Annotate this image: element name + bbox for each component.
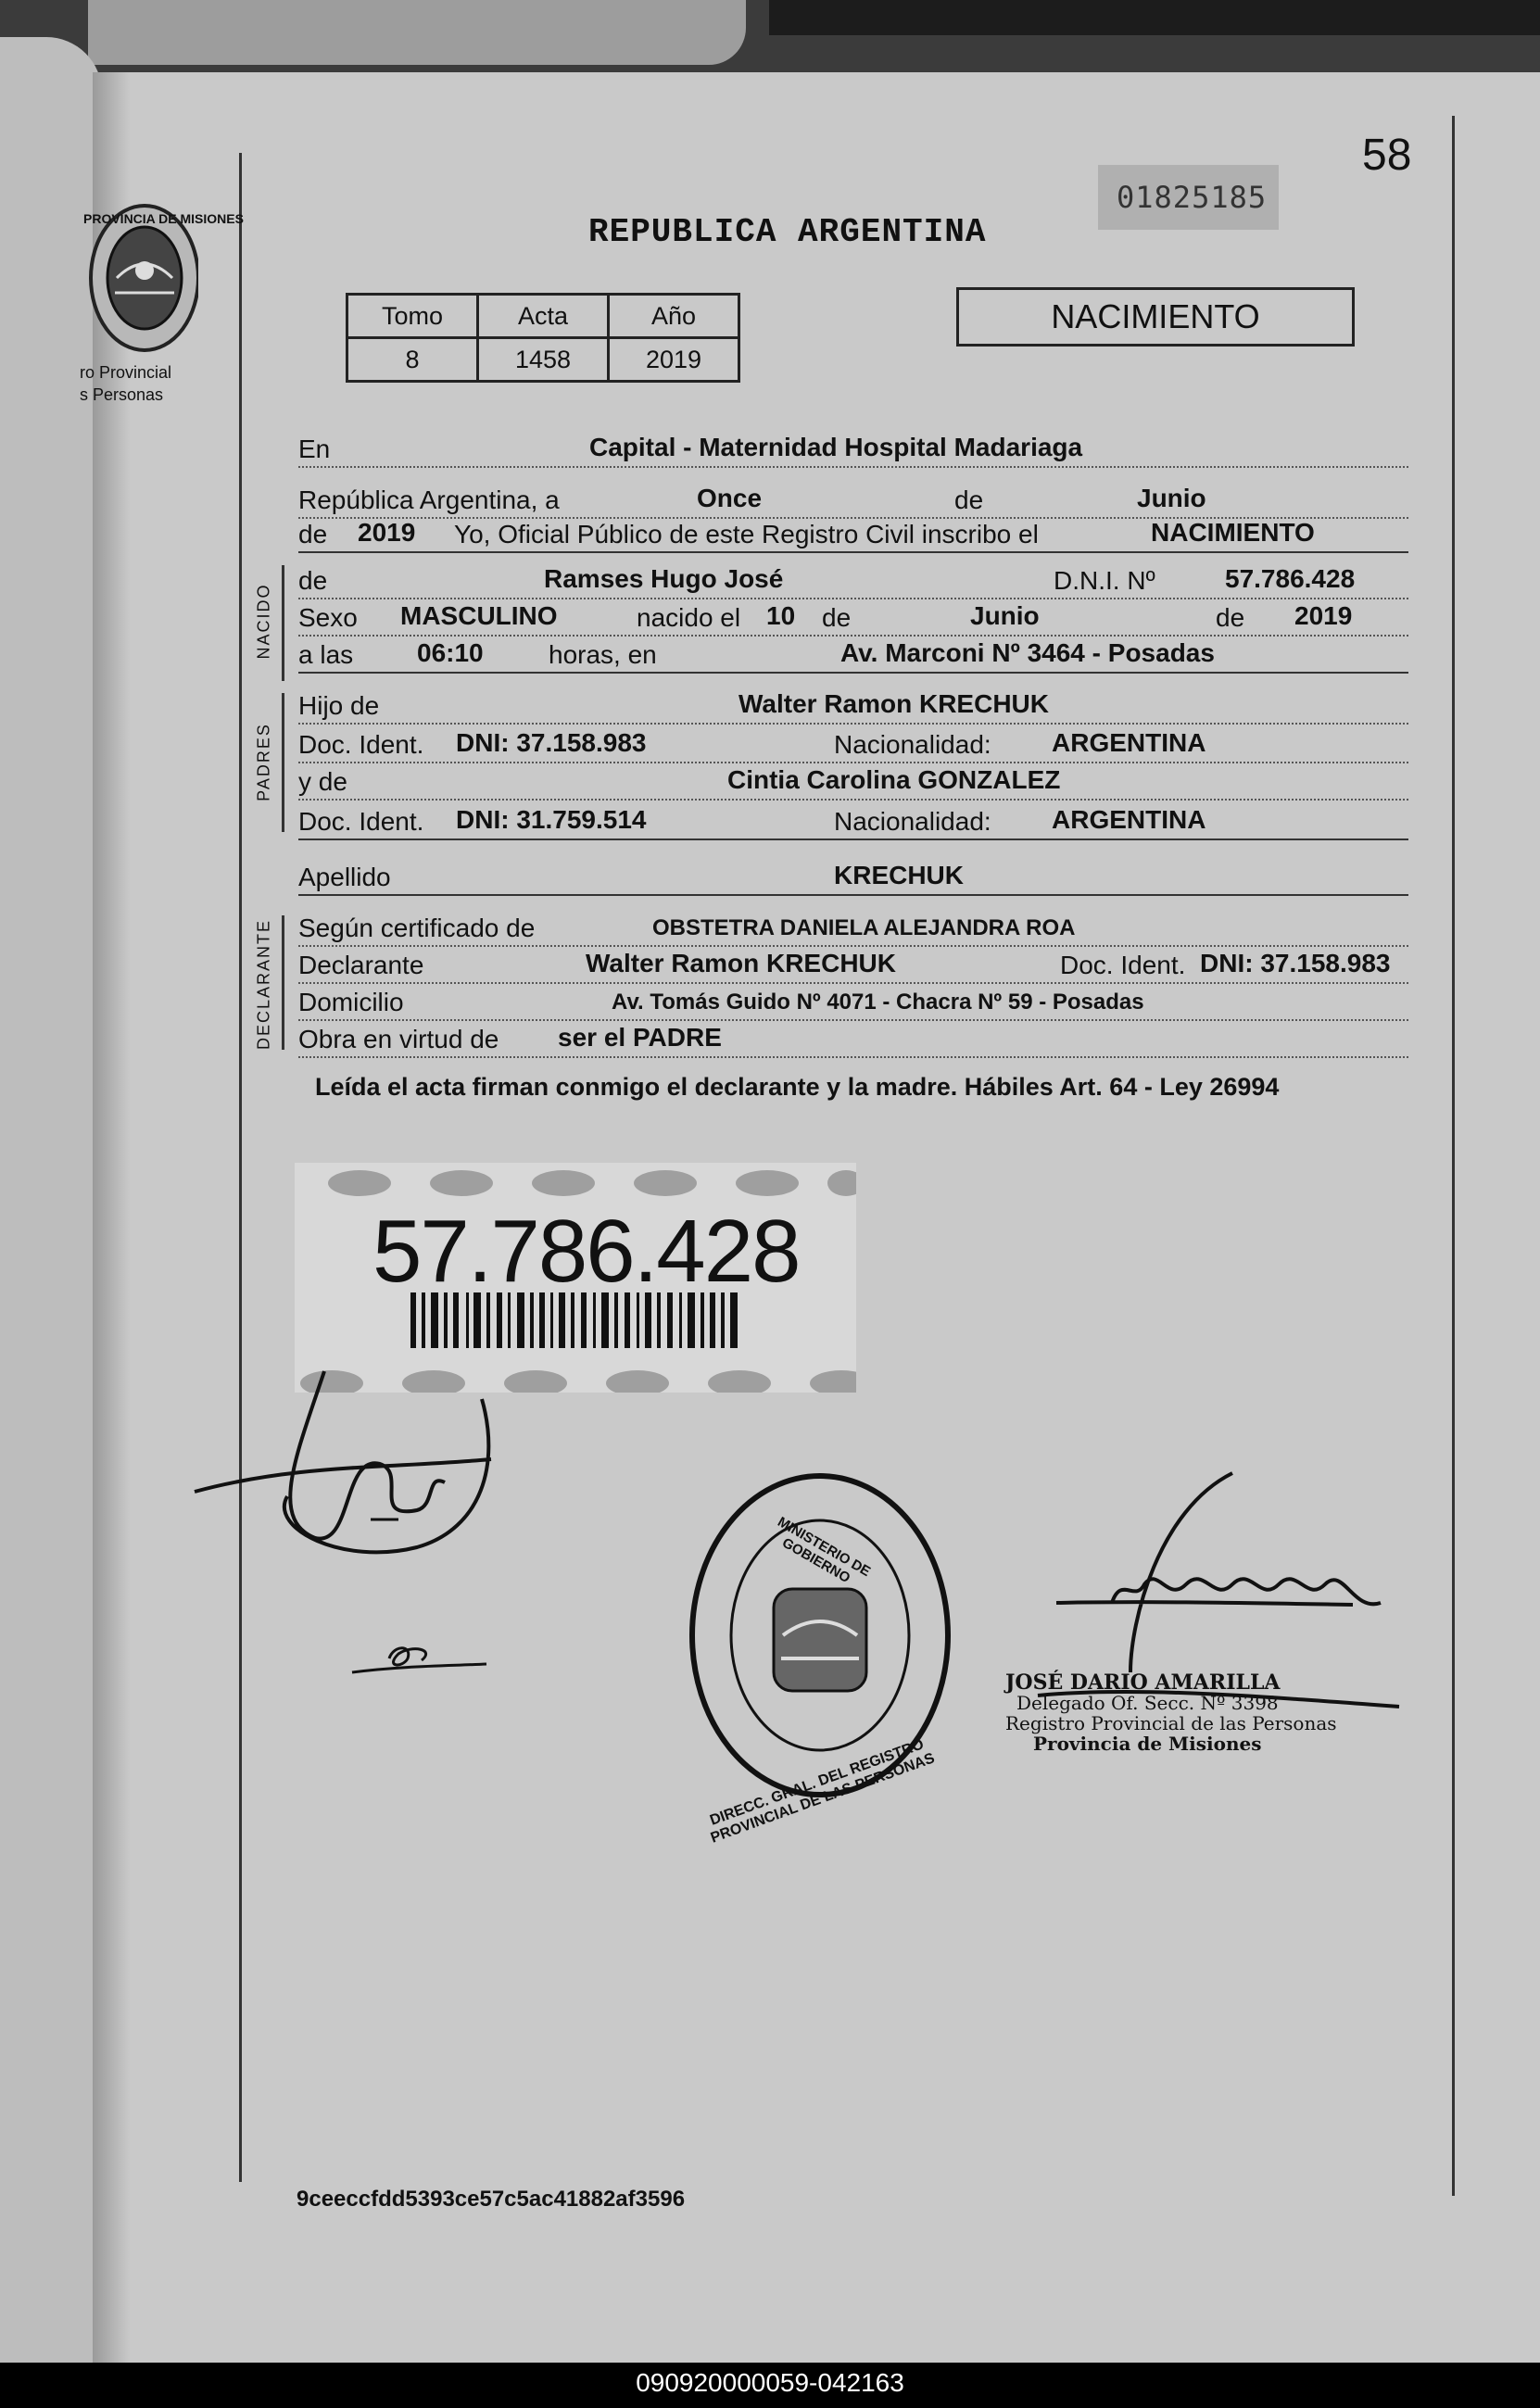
document-hash: 9ceeccfdd5393ce57c5ac41882af3596 xyxy=(297,2187,686,2212)
label-domicilio: Domicilio xyxy=(298,988,404,1016)
officer-name: JOSÉ DARIO AMARILLA xyxy=(1005,1670,1281,1695)
label-certificado: Según certificado de xyxy=(298,914,536,942)
label-hijo-de: Hijo de xyxy=(298,691,380,720)
registry-value-acta: 1458 xyxy=(478,338,609,382)
row-officer xyxy=(298,514,1408,553)
value-birth-year: 2019 xyxy=(1294,601,1353,630)
registry-header-row xyxy=(347,295,739,338)
round-stamp-outer-text: DIRECC. GRAL. DEL REGISTRO PROVINCIAL DE LAS PERSONAS xyxy=(708,1736,937,1847)
binder-top-light xyxy=(88,0,746,65)
registry-header-tomo: Tomo xyxy=(347,295,478,338)
row-mother-doc xyxy=(298,801,1408,840)
mother-signature-icon xyxy=(347,1631,496,1686)
closing-text: Leída el acta firman conmigo el declarante y la madre. Hábiles Art. 64 - Ley 26994 xyxy=(315,1073,1280,1101)
page-number: 58 xyxy=(1362,131,1412,180)
registry-value-tomo: 8 xyxy=(347,338,478,382)
section-label-padres: PADRES xyxy=(254,723,273,801)
row-declarant xyxy=(298,945,1408,984)
row-sex-birth xyxy=(298,598,1408,637)
officer-text: Yo, Oficial Público de este Registro Civil inscribo el xyxy=(454,520,1039,548)
value-month: Junio xyxy=(1137,484,1206,512)
officer-role: Delegado Of. Secc. Nº 3398 xyxy=(1016,1692,1279,1714)
label-apellido: Apellido xyxy=(298,863,391,891)
value-sexo: MASCULINO xyxy=(400,601,558,630)
label-sexo: Sexo xyxy=(298,603,358,632)
label-de-child: de xyxy=(298,566,328,595)
value-father-nat: ARGENTINA xyxy=(1052,728,1206,757)
document-title: REPUBLICA ARGENTINA xyxy=(588,213,987,251)
label-nac-mother: Nacionalidad: xyxy=(834,807,991,836)
seal-caption xyxy=(80,361,171,406)
value-father-doc: DNI: 37.158.983 xyxy=(456,728,647,757)
value-mother: Cintia Carolina GONZALEZ xyxy=(727,765,1061,794)
label-horas: horas, en xyxy=(549,640,657,669)
label-nacido-el: nacido el xyxy=(637,603,741,632)
right-margin-line xyxy=(1452,116,1455,2196)
declarant-signature-icon xyxy=(185,1306,537,1575)
value-place: Capital - Maternidad Hospital Madariaga xyxy=(589,433,1083,461)
row-address xyxy=(298,982,1408,1021)
label-de-3: de xyxy=(1216,603,1245,632)
label-republica: República Argentina, a xyxy=(298,485,560,514)
label-en: En xyxy=(298,435,331,463)
registry-header-ano: Año xyxy=(609,295,739,338)
left-margin-line xyxy=(239,153,242,2182)
value-act: NACIMIENTO xyxy=(1151,518,1315,547)
value-time: 06:10 xyxy=(417,638,484,667)
provincial-seal-icon xyxy=(80,204,198,361)
value-birth-month: Junio xyxy=(970,601,1040,630)
value-day: Once xyxy=(697,484,763,512)
officer-stamp xyxy=(1005,1672,1337,1754)
row-apellido xyxy=(298,857,1408,896)
value-obra: ser el PADRE xyxy=(558,1023,722,1052)
row-father-doc xyxy=(298,725,1408,763)
section-bar-nacido xyxy=(282,565,284,681)
registry-header-acta: Acta xyxy=(478,295,609,338)
row-certificate xyxy=(298,908,1408,947)
value-apellido: KRECHUK xyxy=(834,861,964,889)
row-obra xyxy=(298,1019,1408,1058)
row-father xyxy=(298,686,1408,725)
registry-value-ano: 2019 xyxy=(609,338,739,382)
section-label-declarante: DECLARANTE xyxy=(254,918,273,1051)
label-nac-father: Nacionalidad: xyxy=(834,730,991,759)
label-y-de: y de xyxy=(298,767,347,796)
label-declarante: Declarante xyxy=(298,951,424,979)
seal-text: PROVINCIA DE MISIONES xyxy=(83,211,244,226)
seal-caption-line2: s Personas xyxy=(80,385,164,404)
value-address: Av. Tomás Guido Nº 4071 - Chacra Nº 59 - Posadas xyxy=(612,990,1144,1015)
value-year: 2019 xyxy=(358,518,416,547)
label-dni: D.N.I. Nº xyxy=(1054,566,1155,595)
serial-number: 01825185 xyxy=(1117,180,1268,215)
label-doc-father: Doc. Ident. xyxy=(298,730,424,759)
section-label-nacido: NACIDO xyxy=(254,583,273,660)
label-de: de xyxy=(954,485,984,514)
label-doc-mother: Doc. Ident. xyxy=(298,807,424,836)
act-type-box: NACIMIENTO xyxy=(956,287,1355,347)
seal-caption-line1: ro Provincial xyxy=(80,363,172,382)
round-stamp-inner-text: MINISTERIO DE GOBIERNO xyxy=(775,1514,874,1587)
value-birth-place: Av. Marconi Nº 3464 - Posadas xyxy=(840,638,1215,667)
registry-value-row xyxy=(347,338,739,382)
value-father: Walter Ramon KRECHUK xyxy=(738,689,1049,718)
officer-office: Registro Provincial de las Personas xyxy=(1005,1712,1337,1734)
row-child-name xyxy=(298,561,1408,599)
label-doc-declarant: Doc. Ident. xyxy=(1060,951,1186,979)
section-bar-declarante xyxy=(282,915,284,1050)
label-de-2: de xyxy=(822,603,852,632)
value-child-dni: 57.786.428 xyxy=(1225,564,1356,593)
label-de-year: de xyxy=(298,520,328,548)
row-place xyxy=(298,429,1408,468)
label-a-las: a las xyxy=(298,640,354,669)
sticker-number: 57.786.428 xyxy=(372,1202,800,1301)
row-date xyxy=(298,480,1408,519)
value-mother-nat: ARGENTINA xyxy=(1052,805,1206,834)
page-fold-shadow xyxy=(93,72,130,2363)
value-declarant-doc: DNI: 37.158.983 xyxy=(1200,949,1391,977)
section-bar-padres xyxy=(282,693,284,832)
value-certificate: OBSTETRA DANIELA ALEJANDRA ROA xyxy=(652,915,1076,940)
value-declarant: Walter Ramon KRECHUK xyxy=(586,949,896,977)
label-obra: Obra en virtud de xyxy=(298,1025,499,1053)
row-time-place xyxy=(298,635,1408,674)
registry-table xyxy=(346,293,740,383)
value-child-name: Ramses Hugo José xyxy=(544,564,784,593)
row-mother xyxy=(298,762,1408,801)
value-birth-day: 10 xyxy=(766,601,796,630)
value-mother-doc: DNI: 31.759.514 xyxy=(456,805,647,834)
binder-top-dark xyxy=(769,0,1540,35)
footer-code: 090920000059-042163 xyxy=(636,2368,904,2397)
officer-province: Provincia de Misiones xyxy=(1033,1733,1262,1755)
